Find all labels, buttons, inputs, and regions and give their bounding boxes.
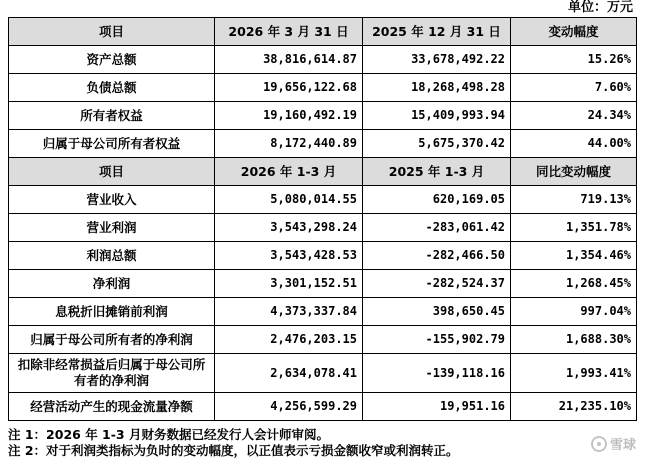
- header-cell: 项目: [9, 18, 215, 46]
- value-cell: 19,656,122.68: [215, 74, 363, 102]
- table-row: [9, 102, 637, 130]
- watermark-text: 雪球: [609, 438, 636, 453]
- financial-table: [8, 17, 637, 421]
- table-row: [9, 326, 637, 354]
- row-label: 负债总额: [9, 74, 215, 102]
- value-cell: 620,169.05: [363, 186, 511, 214]
- footnote-2: 注 2：对于利润类指标为负时的变动幅度，以正值表示亏损金额收窄或利润转正。: [8, 443, 459, 458]
- value-cell: 44.00%: [511, 130, 637, 158]
- header-cell: 2026 年 1-3 月: [215, 158, 363, 186]
- value-cell: 18,268,498.28: [363, 74, 511, 102]
- section1-header-row: [9, 18, 637, 46]
- row-label: 归属于母公司所有者权益: [9, 130, 215, 158]
- value-cell: 21,235.10%: [511, 393, 637, 421]
- header-cell: 同比变动幅度: [511, 158, 637, 186]
- row-label: 经营活动产生的现金流量净额: [9, 393, 215, 421]
- value-cell: 4,256,599.29: [215, 393, 363, 421]
- value-cell: 1,268.45%: [511, 270, 637, 298]
- value-cell: 1,351.78%: [511, 214, 637, 242]
- header-cell: 2025 年 12 月 31 日: [363, 18, 511, 46]
- value-cell: 7.60%: [511, 74, 637, 102]
- header-cell: 2026 年 3 月 31 日: [215, 18, 363, 46]
- snowball-logo-icon: [591, 436, 607, 452]
- row-label: 扣除非经常损益后归属于母公司所有者的净利润: [9, 354, 215, 393]
- value-cell: 997.04%: [511, 298, 637, 326]
- value-cell: 2,634,078.41: [215, 354, 363, 393]
- unit-label: 单位：万元: [567, 0, 633, 15]
- table-row: [9, 46, 637, 74]
- value-cell: 24.34%: [511, 102, 637, 130]
- table-row: [9, 242, 637, 270]
- value-cell: 719.13%: [511, 186, 637, 214]
- row-label: 息税折旧摊销前利润: [9, 298, 215, 326]
- value-cell: -139,118.16: [363, 354, 511, 393]
- value-cell: 19,951.16: [363, 393, 511, 421]
- table-row: [9, 270, 637, 298]
- value-cell: -282,466.50: [363, 242, 511, 270]
- value-cell: 33,678,492.22: [363, 46, 511, 74]
- table-row: [9, 214, 637, 242]
- value-cell: 15.26%: [511, 46, 637, 74]
- table-row: [9, 74, 637, 102]
- value-cell: -283,061.42: [363, 214, 511, 242]
- row-label: 所有者权益: [9, 102, 215, 130]
- row-label: 营业利润: [9, 214, 215, 242]
- table-row: [9, 393, 637, 421]
- value-cell: 3,543,428.53: [215, 242, 363, 270]
- value-cell: 1,354.46%: [511, 242, 637, 270]
- header-cell: 2025 年 1-3 月: [363, 158, 511, 186]
- watermark: [591, 434, 636, 453]
- row-label: 营业收入: [9, 186, 215, 214]
- section2-header-row: [9, 158, 637, 186]
- value-cell: 8,172,440.89: [215, 130, 363, 158]
- value-cell: 38,816,614.87: [215, 46, 363, 74]
- table-row: [9, 130, 637, 158]
- value-cell: 4,373,337.84: [215, 298, 363, 326]
- value-cell: 2,476,203.15: [215, 326, 363, 354]
- value-cell: 398,650.45: [363, 298, 511, 326]
- table-row: [9, 354, 637, 393]
- value-cell: 1,993.41%: [511, 354, 637, 393]
- value-cell: 19,160,492.19: [215, 102, 363, 130]
- row-label: 净利润: [9, 270, 215, 298]
- value-cell: 5,080,014.55: [215, 186, 363, 214]
- table-row: [9, 298, 637, 326]
- value-cell: 3,543,298.24: [215, 214, 363, 242]
- footnotes: [8, 427, 459, 459]
- header-cell: 变动幅度: [511, 18, 637, 46]
- table-row: [9, 186, 637, 214]
- value-cell: 5,675,370.42: [363, 130, 511, 158]
- value-cell: -155,902.79: [363, 326, 511, 354]
- value-cell: 15,409,993.94: [363, 102, 511, 130]
- row-label: 资产总额: [9, 46, 215, 74]
- value-cell: -282,524.37: [363, 270, 511, 298]
- value-cell: 3,301,152.51: [215, 270, 363, 298]
- footnote-1: 注 1：2026 年 1-3 月财务数据已经发行人会计师审阅。: [8, 427, 329, 442]
- header-cell: 项目: [9, 158, 215, 186]
- value-cell: 1,688.30%: [511, 326, 637, 354]
- row-label: 归属于母公司所有者的净利润: [9, 326, 215, 354]
- row-label: 利润总额: [9, 242, 215, 270]
